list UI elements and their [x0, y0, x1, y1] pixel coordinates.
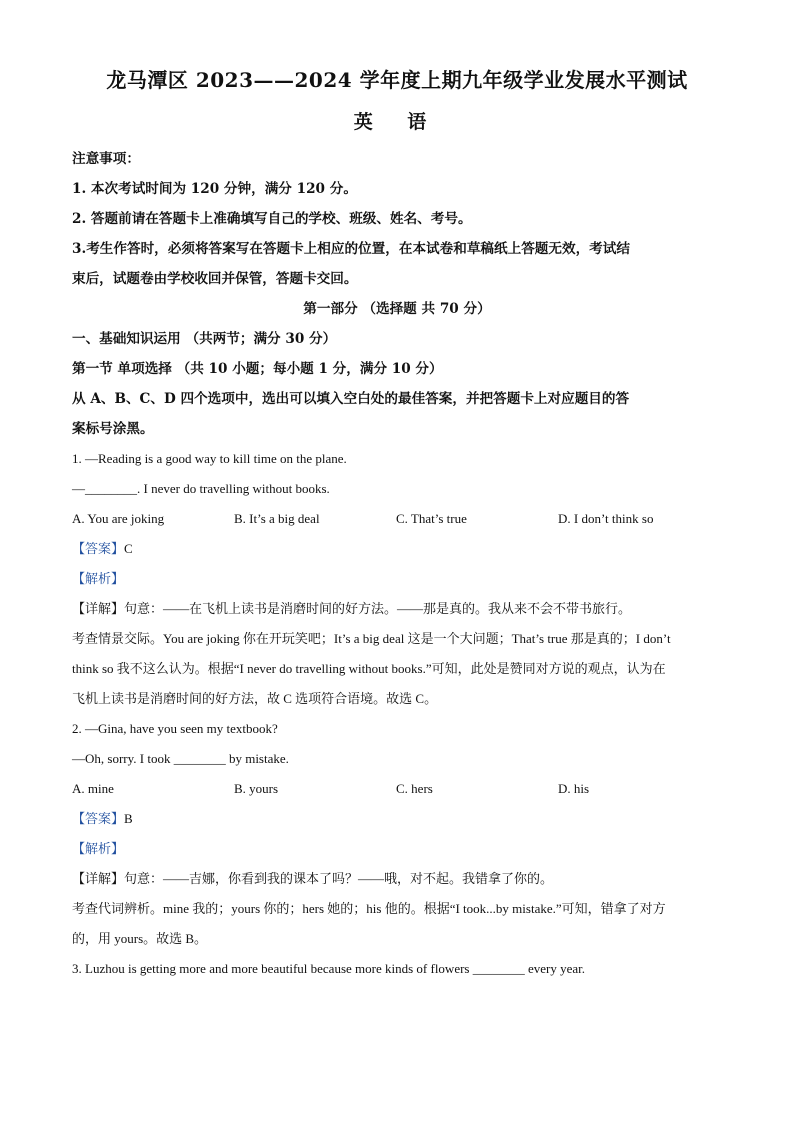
detail-line-4: 飞机上读书是消磨时间的好方法，故 C 选项符合语境。故选 C。 [72, 691, 438, 706]
note-item-2: 2. 答题前请在答题卡上准确填写自己的学校、班级、姓名、考号。 [72, 211, 472, 227]
question-1 [72, 444, 722, 714]
answer-line [72, 804, 722, 834]
note-item-3: 3.考生作答时，必须将答案写在答题卡上相应的位置，在本试卷和草稿纸上答题无效，考试结 [72, 241, 630, 257]
answer-value: C [124, 541, 133, 556]
detail-line-3: think so 我不这么认为。根据“I never do travelling without books.”可知，此处是赞同对方说的观点，认为在 [72, 661, 666, 676]
option-d: D. his [558, 781, 590, 796]
detail-line-2: 考查情景交际。You are joking 你在开玩笑吧；It’s a big deal 这是一个大问题；That’s true 那是真的；I don’t [72, 631, 671, 646]
option-b: B. yours [234, 781, 279, 796]
question-stem: 2. —Gina, have you seen my textbook? [72, 721, 278, 736]
detail-line-1 [72, 594, 722, 624]
analysis-tag: 【解析】 [72, 571, 125, 586]
question-2 [72, 714, 722, 954]
question-stem-reply: —Oh, sorry. I took ________ by mistake. [72, 751, 289, 766]
detail-tag: 【详解】 [72, 871, 125, 886]
answer-tag: 【答案】 [72, 811, 125, 826]
subsection-heading: 第一节 单项选择 （共 10 小题；每小题 1 分，满分 10 分） [72, 361, 443, 377]
note-item-3-cont: 束后，试题卷由学校收回并保管，答题卡交回。 [72, 271, 358, 287]
question-stem-reply: —________. I never do travelling without books. [72, 481, 330, 496]
answer-tag: 【答案】 [72, 541, 125, 556]
instruction-line-1: 从 A、B、C、D 四个选项中，选出可以填入空白处的最佳答案，并把答题卡上对应题目的答 [72, 391, 630, 407]
option-c: C. That’s true [396, 511, 467, 526]
option-c: C. hers [396, 781, 433, 796]
analysis-tag: 【解析】 [72, 841, 125, 856]
option-b: B. It’s a big deal [234, 511, 320, 526]
note-item-1: 1. 本次考试时间为 120 分钟，满分 120 分。 [72, 181, 357, 197]
option-d: D. I don’t think so [558, 511, 654, 526]
detail-tag: 【详解】 [72, 601, 125, 616]
question-3 [72, 954, 722, 984]
section-heading: 一、基础知识运用 （共两节；满分 30 分） [72, 331, 337, 347]
subject-title: 英 语 [353, 111, 441, 133]
exam-title: 龙马潭区 2023——2024 学年度上期九年级学业发展水平测试 [106, 68, 688, 92]
options-row [72, 504, 722, 534]
question-stem: 1. —Reading is a good way to kill time on the plane. [72, 451, 347, 466]
detail-line-2: 考查代词辨析。mine 我的；yours 你的；hers 她的；his 他的。根据“I took...by mistake.”可知，错拿了对方 [72, 901, 666, 916]
question-stem: 3. Luzhou is getting more and more beautiful because more kinds of flowers ________ every year. [72, 961, 585, 976]
part1-heading: 第一部分 （选择题 共 70 分） [303, 301, 491, 317]
options-row [72, 774, 722, 804]
detail-line-3: 的，用 yours。故选 B。 [72, 931, 208, 946]
answer-value: B [124, 811, 133, 826]
option-a: A. mine [72, 781, 114, 796]
detail-text: 句意：——吉娜，你看到我的课本了吗？——哦，对不起。我错拿了你的。 [124, 871, 554, 886]
notes-heading: 注意事项： [72, 151, 140, 167]
answer-line [72, 534, 722, 564]
exam-page [72, 64, 722, 984]
instruction-line-2: 案标号涂黑。 [72, 421, 154, 437]
detail-line-1 [72, 864, 722, 894]
option-a: A. You are joking [72, 511, 165, 526]
detail-text: 句意：——在飞机上读书是消磨时间的好方法。——那是真的。我从来不会不带书旅行。 [124, 601, 632, 616]
